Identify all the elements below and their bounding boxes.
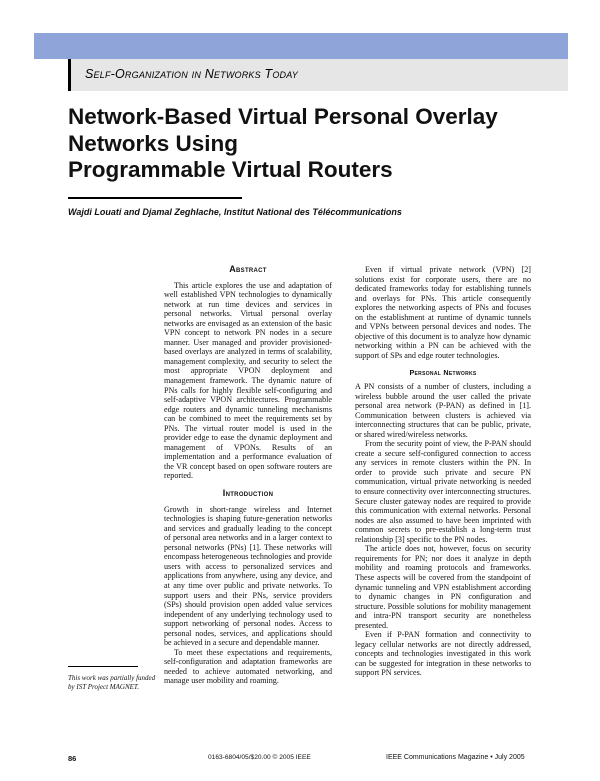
abstract-text: This article explores the use and adaptation of well established VPN technologies to dynamically network at run time devices and services in personal networks. Virtual personal overlay networks are envisaged as an extension of the basic VPN concept to network PN nodes in a secure manner. User managed and provider provisioned-based overlays are analyzed in terms of scalability, management complexity, and security to select the most appropriate VPON deployment and management framework. The dynamic nature of PNs calls for highly flexible self-configuring and self-adaptive VPON architectures. Programmable edge routers and dynamic tunneling mechanisms can be combined to meet the requirements set by PNs. The virtual router model is used in the provider edge to ease the dynamic deployment and management of VPONs. Results of an implementation and a performance evaluation of the VR concept based on open software routers are reported. <box>164 280 332 481</box>
title-rule <box>68 197 242 199</box>
abstract-heading: Abstract <box>229 264 267 274</box>
introduction-paragraph: To meet these expectations and requirements, self-configuration and adaptation frameworks are needed to achieve automated networking, and manage user mobility and roaming. <box>164 647 332 686</box>
personal-networks-heading: Personal Networks <box>409 368 477 378</box>
journal-footer: IEEE Communications Magazine • July 2005 <box>386 754 525 761</box>
article-title <box>68 104 568 184</box>
title-line: Networks Using <box>68 130 239 156</box>
body-paragraph: The article does not, however, focus on security requirements for PN; nor does it analyze in depth mobility and roaming protocols and frameworks. These aspects will be covered from the standpoint of dynamic tunneling and VPN establishment according to dynamic changes in PN configuration and structure. Possible solutions for mobility management and intra-PN transport security are nonetheless presented. <box>355 544 531 630</box>
copyright-code: 0163-6804/05/$20.00 © 2005 IEEE <box>208 754 311 761</box>
left-column <box>164 265 332 686</box>
body-paragraph: Even if P-PAN formation and connectivity to legacy cellular networks are not directly addressed, concepts and technologies investigated in this work can be suggested for integration in these networks to support PN services. <box>355 630 531 678</box>
body-paragraph: A PN consists of a number of clusters, including a wireless bubble around the user called the private personal area network (P-PAN) as defined in [1]. Communication between clusters is achieved via interconnecting structures that can be public, private, or shared wired/wireless networks. <box>355 382 531 439</box>
body-paragraph: From the security point of view, the P-PAN should create a secure self-configured connection to access any services in remote clusters within the PN. In order to provide such private and secure PN communication, virtual private networking is needed to ensure connectivity over interconnecting structures. Secure cluster gateway nodes are required to provide this communication with external networks. Personal nodes are also assumed to have been imprinted with common secrets to pre-establish a long-term trust relationship [3] specific to the PN nodes. <box>355 439 531 544</box>
funding-footnote: This work was partially funded by IST Project MAGNET. <box>68 674 156 691</box>
introduction-paragraph: Growth in short-range wireless and Internet technologies is shaping future-generation networks and services and gradually leading to the concept of personal area networks and in a larger context to personal networks (PNs) [1]. These networks will encompass heterogeneous technologies and provide users with access to personalized services and applications from anywhere, using any device, and at any time over public and private networks. To support users and their PNs, service providers (SPs) should provision open added value services independent of any underlying technology used to support networking of personal nodes. Access to personal nodes, services, and applications should be achieved in a secure and dependable manner. <box>164 504 332 648</box>
title-line: Network-Based Virtual Personal Overlay <box>68 104 498 129</box>
title-line: Programmable Virtual Routers <box>68 157 393 182</box>
author-line: Wajdi Louati and Djamal Zeghlache, Institut National des Télécommunications <box>68 207 402 217</box>
introduction-heading: Introduction <box>222 488 274 499</box>
body-paragraph: Even if virtual private network (VPN) [2] solutions exist for corporate users, there are no dedicated frameworks today for establishing tunnels and overlays for PNs. This article consequently explores the networking aspects of PNs and focuses on the establishment at runtime of dynamic tunnels and VPNs between personal devices and nodes. The objective of this document is to analyze how dynamic networking within a PN can be achieved with the support of SPs and edge router technologies. <box>355 265 531 360</box>
header-color-bar <box>34 33 568 59</box>
section-banner <box>68 59 568 91</box>
footnote-rule <box>68 666 138 667</box>
section-title: Self-Organization in Networks Today <box>85 67 298 81</box>
page-number: 86 <box>68 754 77 763</box>
right-column <box>355 265 531 678</box>
